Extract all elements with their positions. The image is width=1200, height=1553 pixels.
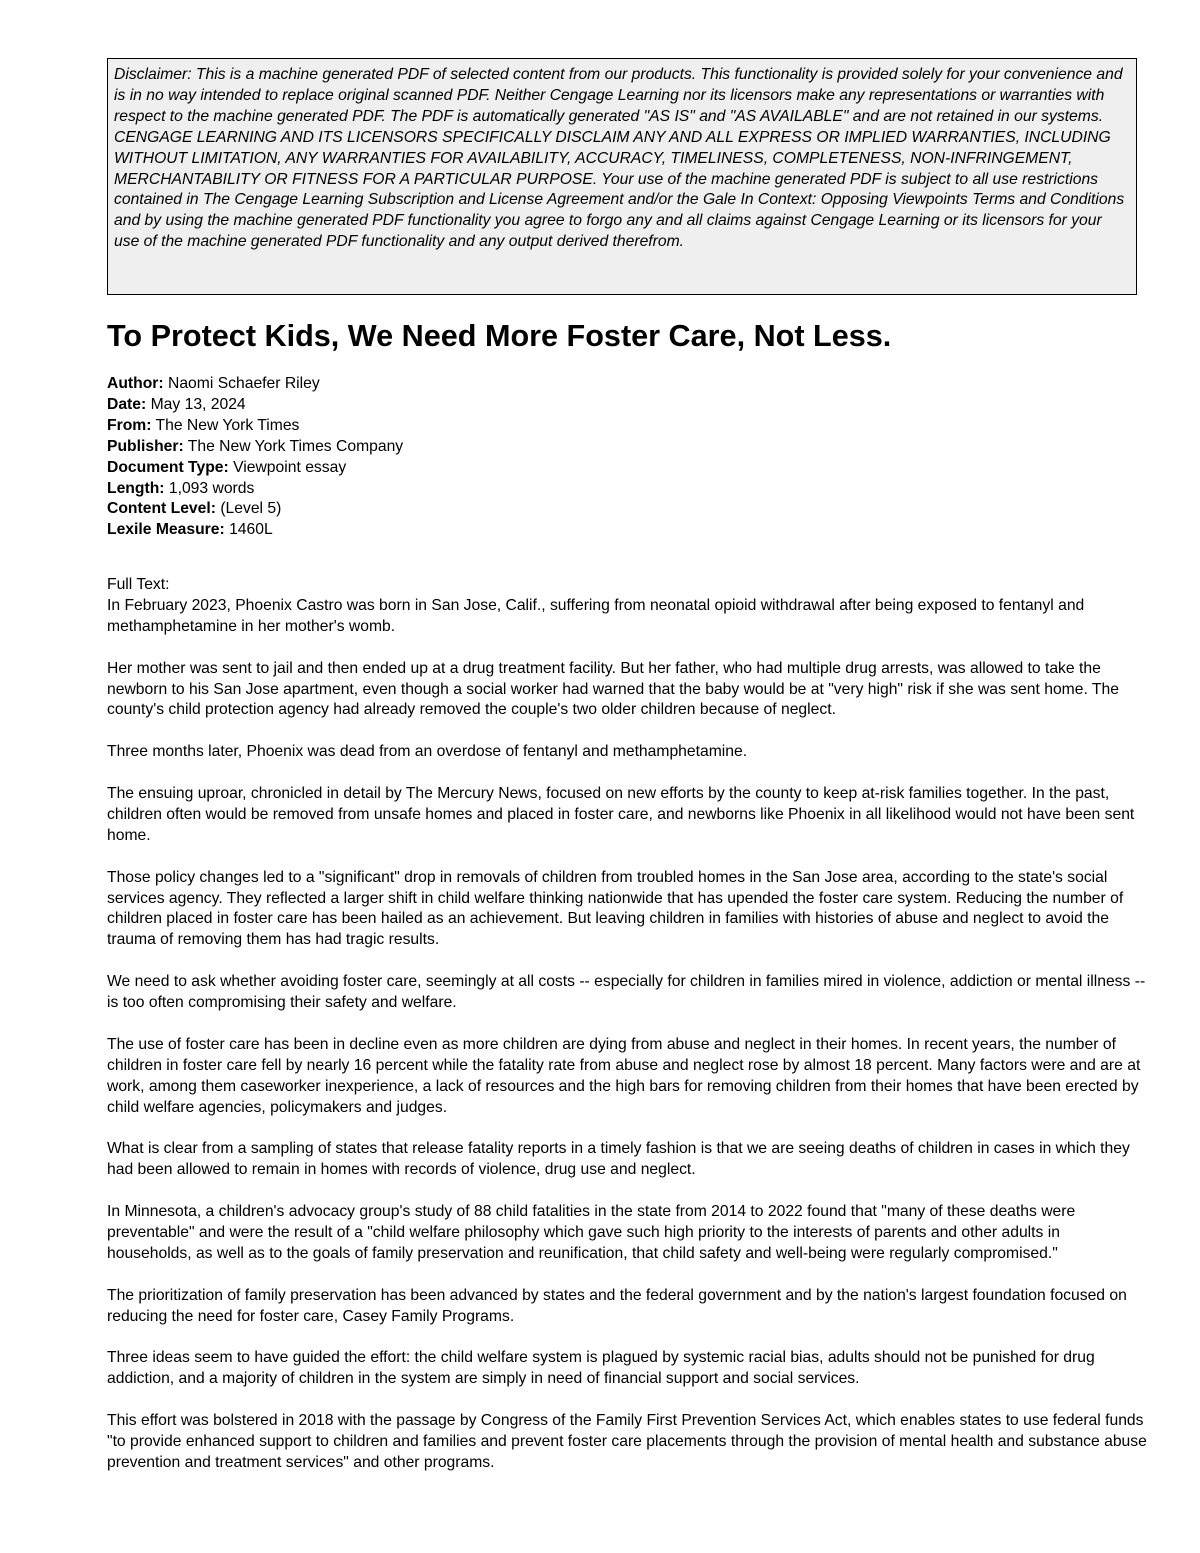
meta-lexile-measure <box>107 520 403 541</box>
meta-document-type <box>107 458 403 479</box>
meta-value: 1,093 words <box>168 479 255 497</box>
meta-value: (Level 5) <box>220 500 282 518</box>
meta-label: From: <box>107 416 152 434</box>
body-paragraph: In February 2023, Phoenix Castro was born in San Jose, Calif., suffering from neonatal opioid withdrawal after being exposed to fentanyl and methamphetamine in her mother's womb. <box>107 596 1085 635</box>
meta-content-level <box>107 499 403 520</box>
body-paragraph: Her mother was sent to jail and then ended up at a drug treatment facility. But her father, who had multiple drug arrests, was allowed to take the newborn to his San Jose apartment, even though a social worker had warned that the baby would be at "very high" risk if she was sent home. The county's child protection agency had already removed the couple's two older children because of neglect. <box>107 659 1119 719</box>
body-paragraph: What is clear from a sampling of states that release fatality reports in a timely fashion is that we are seeing deaths of children in cases in which they had been allowed to remain in homes with records of violence, drug use and neglect. <box>107 1140 1130 1179</box>
body-paragraph: Three ideas seem to have guided the effort: the child welfare system is plagued by systemic racial bias, adults should not be punished for drug addiction, and a majority of children in the system are simply in need of financial support and social services. <box>107 1349 1095 1388</box>
meta-value: The New York Times Company <box>187 437 404 455</box>
body-paragraph: Three months later, Phoenix was dead from an overdose of fentanyl and methamphetamine. <box>107 743 748 761</box>
meta-label: Date: <box>107 395 147 413</box>
meta-label: Author: <box>107 375 164 392</box>
article-body <box>107 575 1147 1495</box>
body-paragraph: The prioritization of family preservation has been advanced by states and the federal government and by the nation's largest foundation focused on reducing the need for foster care, Casey Family Programs. <box>107 1286 1127 1325</box>
meta-label: Content Level: <box>107 500 216 518</box>
article-metadata <box>107 374 403 541</box>
meta-author <box>107 374 403 395</box>
disclaimer-box <box>107 58 1137 295</box>
meta-length <box>107 479 403 500</box>
meta-from <box>107 416 403 437</box>
full-text-label: Full Text: <box>107 576 170 593</box>
meta-value: May 13, 2024 <box>150 395 246 413</box>
meta-value: Viewpoint essay <box>233 458 347 476</box>
meta-label: Publisher: <box>107 437 184 455</box>
meta-label: Length: <box>107 479 165 497</box>
meta-publisher <box>107 437 403 458</box>
meta-value: 1460L <box>229 521 273 539</box>
meta-value: Naomi Schaefer Riley <box>168 375 320 392</box>
article-title: To Protect Kids, We Need More Foster Care, Not Less. <box>107 319 892 353</box>
body-paragraph: We need to ask whether avoiding foster care, seemingly at all costs -- especially for children in families mired in violence, addiction or mental illness -- is too often compromising their safety and welfare. <box>107 973 1146 1012</box>
body-paragraph: In Minnesota, a children's advocacy group's study of 88 child fatalities in the state from 2014 to 2022 found that "many of these deaths were preventable" and were the result of a "child welfare philosophy which gave such high priority to the interests of parents and other adults in households, as well as to the goals of family preservation and reunification, that child safety and well-being were regularly compromised." <box>107 1203 1076 1262</box>
body-paragraph: The use of foster care has been in decline even as more children are dying from abuse and neglect in their homes. In recent years, the number of children in foster care fell by nearly 16 percent while the fatality rate from abuse and neglect rose by almost 18 percent. Many factors were and are at work, among them caseworker inexperience, a lack of resources and the high bars for removing children from their homes that have been erected by child welfare agencies, policymakers and judges. <box>107 1035 1141 1116</box>
disclaimer-text: Disclaimer: This is a machine generated PDF of selected content from our products. This functionality is provided solely for your convenience and is in no way intended to replace original scanned PDF. Neither Cengage Learning nor its licensors make any representations or warranties with respect to the machine generated PDF. The PDF is automatically generated "AS IS" and "AS AVAILABLE" and are not retained in our systems. CENGAGE LEARNING AND ITS LICENSORS SPECIFICALLY DISCLAIM ANY AND ALL EXPRESS OR IMPLIED WARRANTIES, INCLUDING WITHOUT LIMITATION, ANY WARRANTIES FOR AVAILABILITY, ACCURACY, TIMELINESS, COMPLETENESS, NON-INFRINGEMENT, MERCHANTABILITY OR FITNESS FOR A PARTICULAR PURPOSE. Your use of the machine generated PDF is subject to all use restrictions contained in The Cengage Learning Subscription and License Agreement and/or the Gale In Context: Opposing Viewpoints Terms and Conditions and by using the machine generated PDF functionality you agree to forgo any and all claims against Cengage Learning or its licensors for your use of the machine generated PDF functionality and any output derived therefrom. <box>114 66 1125 251</box>
meta-value: The New York Times <box>155 416 300 434</box>
body-paragraph: This effort was bolstered in 2018 with the passage by Congress of the Family First Prevention Services Act, which enables states to use federal funds "to provide enhanced support to children and families and prevent foster care placements through the provision of mental health and substance abuse prevention and treatment services" and other programs. <box>107 1412 1147 1471</box>
body-paragraph: The ensuing uproar, chronicled in detail by The Mercury News, focused on new efforts by the county to keep at-risk families together. In the past, children often would be removed from unsafe homes and placed in foster care, and newborns like Phoenix in all likelihood would not have been sent home. <box>107 785 1135 844</box>
meta-label: Document Type: <box>107 458 229 476</box>
meta-label: Lexile Measure: <box>107 521 225 539</box>
meta-date <box>107 395 403 416</box>
body-paragraph: Those policy changes led to a "significant" drop in removals of children from troubled homes in the San Jose area, according to the state's social services agency. They reflected a larger shift in child welfare thinking nationwide that has upended the foster care system. Reducing the number of children placed in foster care has been hailed as an achievement. But leaving children in families with histories of abuse and neglect to avoid the trauma of removing them has had tragic results. <box>107 868 1124 949</box>
